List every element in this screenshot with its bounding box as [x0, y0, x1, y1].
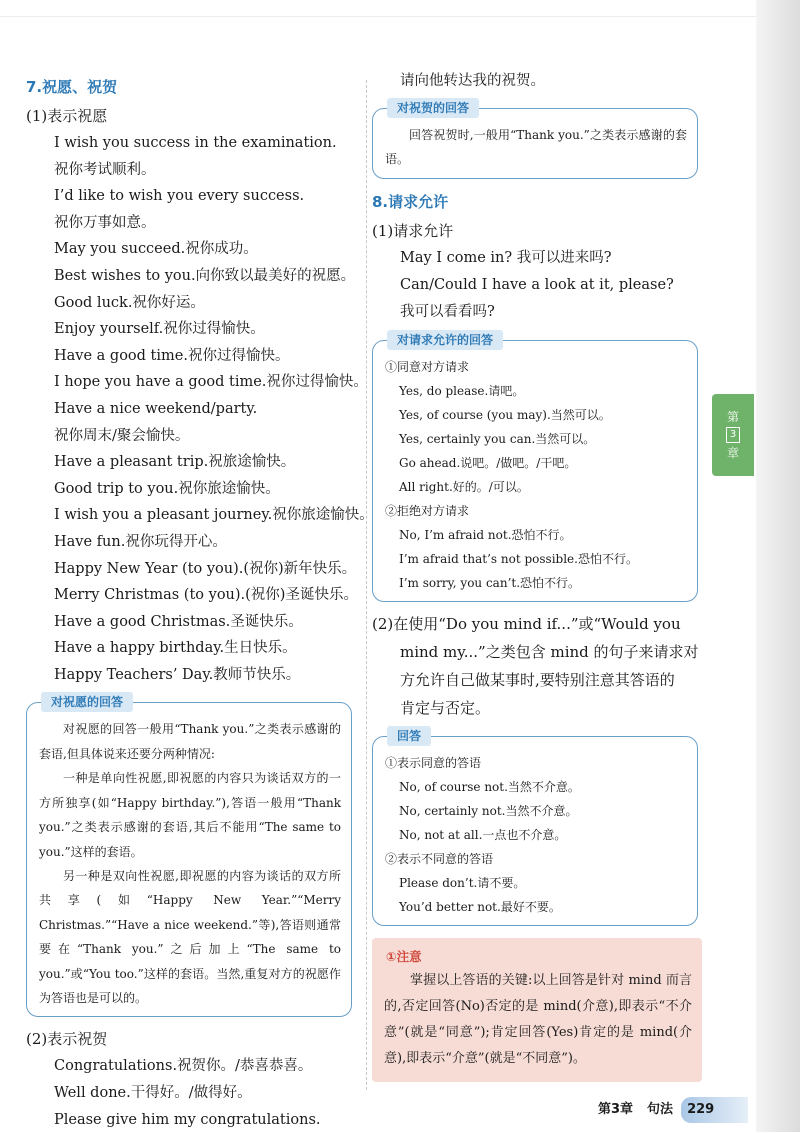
wish-line: I wish you a pleasant journey.祝你旅途愉快。: [54, 507, 374, 524]
congrats-line: Please give him my congratulations.: [54, 1111, 321, 1128]
wish-reply-box: [26, 695, 352, 1017]
refuse-answer-item: Please don’t.请不要。: [399, 875, 526, 890]
permission-reply-box: [372, 332, 698, 602]
right-column: [372, 68, 702, 1082]
wish-line: Enjoy yourself.祝你过得愉快。: [54, 321, 265, 338]
permission-line: 我可以看看吗?: [400, 303, 495, 320]
wish-line: Happy Teachers’ Day.教师节快乐。: [54, 666, 301, 683]
congrats-line: Well done.干得好。/做得好。: [54, 1084, 252, 1101]
agree-item: Yes, certainly you can.当然可以。: [399, 431, 596, 446]
permission-line: Can/Could I have a look at it, please?: [400, 276, 674, 293]
refuse-heading: ②拒绝对方请求: [385, 503, 470, 518]
congrats-reply-text: 回答祝贺时,一般用“Thank you.”之类表示感谢的套语。: [385, 128, 687, 167]
wish-line: I’d like to wish you every success.: [54, 188, 305, 205]
note-text: 掌握以上答语的关键:以上回答是针对 mind 而言的,否定回答(No)否定的是 mind(介意),即表示“不介意”(就是“同意”);肯定回答(Yes)肯定的是 mind(介意),即表示“介意”(就是“不同意”)。: [384, 972, 692, 1066]
wish-line: Merry Christmas (to you).(祝你)圣诞快乐。: [54, 587, 358, 604]
permission-line: May I come in? 我可以进来吗?: [400, 249, 612, 266]
refuse-answer-heading: ②表示不同意的答语: [385, 851, 494, 866]
wish-line: Good luck.祝你好运。: [54, 294, 205, 311]
sub-2-title: (2)表示祝贺: [26, 1030, 108, 1049]
agree-answer-item: No, certainly not.当然不介意。: [399, 803, 578, 818]
wish-reply-tag: 对祝愿的回答: [41, 692, 133, 712]
wish-line: 祝你考试顺利。: [54, 161, 156, 178]
wish-line: Happy New Year (to you).(祝你)新年快乐。: [54, 560, 357, 577]
answer-box: [372, 728, 698, 926]
wish-line: Have a pleasant trip.祝旅途愉快。: [54, 454, 296, 471]
page-top-edge: [0, 0, 800, 17]
page-footer: [598, 1097, 748, 1123]
sub-2-paragraph: [372, 610, 702, 722]
wish-reply-text: [39, 717, 341, 1010]
sub-2-line: mind my...”之类包含 mind 的句子来请求对: [400, 642, 699, 661]
continued-line: 请向他转达我的祝贺。: [400, 73, 545, 89]
wish-line: I wish you success in the examination.: [54, 135, 337, 151]
wish-line: Have a good time.祝你过得愉快。: [54, 347, 290, 364]
footer-section: 句法: [647, 1102, 674, 1117]
wish-reply-paragraph: 对祝愿的回答一般用“Thank you.”之类表示感谢的套语,但具体说来还要分两种情况:: [39, 722, 341, 761]
wish-reply-paragraph: 另一种是双向性祝愿,即祝愿的内容为谈话的双方所共享(如“Happy New Year.”“Merry Christmas.”“Have a nice weekend.”等),答语则通常要在“Thank you.”之后加上“The same to you.”或“You too.”这样的套语。当然,重复对方的祝愿作为答语也是可以的。: [39, 868, 341, 1005]
congrats-reply-tag: 对祝贺的回答: [387, 98, 479, 118]
permission-expressions: [372, 245, 702, 326]
answer-tag: 回答: [387, 726, 431, 746]
wish-line: May you succeed.祝你成功。: [54, 241, 258, 258]
agree-item: Yes, of course (you may).当然可以。: [399, 407, 611, 422]
wish-line: Best wishes to you.向你致以最美好的祝愿。: [54, 267, 356, 284]
agree-answer-item: No, of course not.当然不介意。: [399, 779, 580, 794]
agree-heading: ①同意对方请求: [385, 359, 470, 374]
wish-line: 祝你万事如意。: [54, 214, 156, 231]
column-divider: [366, 80, 367, 1090]
wish-line: Have fun.祝你玩得开心。: [54, 533, 227, 550]
side-tab-number: 3: [726, 427, 740, 443]
congrats-reply-box: [372, 101, 698, 179]
section-8-title: 8.请求允许: [372, 192, 449, 211]
congrats-reply-text-wrap: [385, 123, 687, 172]
chapter-side-tab: [712, 394, 754, 476]
sub-2-line: 方允许自己做某事时,要特别注意其答语的: [400, 670, 675, 689]
sub-1-title-permission: (1)请求允许: [372, 221, 454, 240]
left-column: [26, 68, 374, 1133]
wish-line: Have a nice weekend/party.: [54, 400, 258, 417]
wish-line: 祝你周末/聚会愉快。: [54, 427, 190, 444]
agree-answer-heading: ①表示同意的答语: [385, 755, 482, 770]
congrats-expressions: [26, 1053, 356, 1133]
agree-answer-item: No, not at all.一点也不介意。: [399, 827, 567, 842]
wish-line: Have a good Christmas.圣诞快乐。: [54, 613, 303, 630]
agree-item: All right.好的。/可以。: [399, 479, 529, 494]
page-number: 229: [681, 1097, 748, 1123]
wish-line: Have a happy birthday.生日快乐。: [54, 640, 297, 657]
refuse-answer-item: You’d better not.最好不要。: [399, 899, 561, 914]
section-7-title: 7.祝愿、祝贺: [26, 78, 118, 96]
wish-reply-paragraph: 一种是单向性祝愿,即祝愿的内容只为谈话双方的一方所独享(如“Happy birthday.”),答语一般用“Thank you.”之类表示感谢的套语,其后不能用“The same to you.”这样的套语。: [39, 771, 341, 859]
wish-line: I hope you have a good time.祝你过得愉快。: [54, 374, 368, 391]
refuse-item: I’m afraid that’s not possible.恐怕不行。: [399, 551, 638, 566]
congrats-line: Congratulations.祝贺你。/恭喜恭喜。: [54, 1058, 313, 1075]
agree-item: Go ahead.说吧。/做吧。/干吧。: [399, 455, 577, 470]
side-tab-bottom: 章: [726, 446, 739, 460]
wish-expressions: [26, 130, 374, 688]
wish-line: Good trip to you.祝你旅途愉快。: [54, 480, 280, 497]
note-tag: ①注意: [386, 948, 422, 964]
note-box: [372, 938, 702, 1082]
refuse-item: I’m sorry, you can’t.恐怕不行。: [399, 575, 581, 590]
footer-chapter: 第3章: [598, 1102, 634, 1117]
permission-reply-tag: 对请求允许的回答: [387, 330, 503, 350]
sub-2-line: 肯定与否定。: [400, 698, 491, 717]
sub-1-title: (1)表示祝愿: [26, 107, 108, 125]
page-right-edge: [756, 0, 800, 1132]
agree-item: Yes, do please.请吧。: [399, 383, 525, 398]
side-tab-top: 第: [726, 410, 739, 424]
refuse-item: No, I’m afraid not.恐怕不行。: [399, 527, 572, 542]
sub-2-line: (2)在使用“Do you mind if...”或“Would you: [372, 614, 681, 633]
